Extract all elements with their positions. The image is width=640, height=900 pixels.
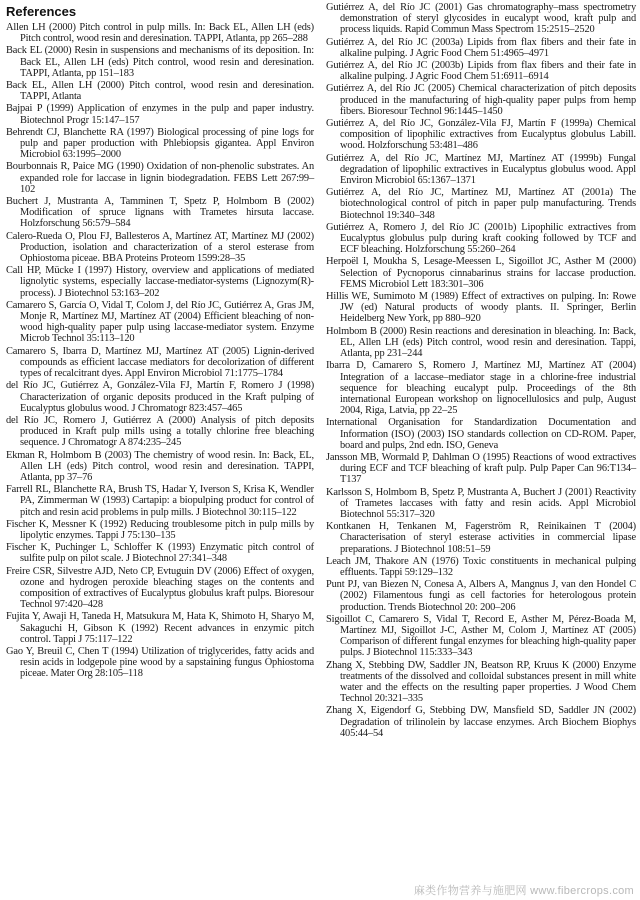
reference-entry: Sigoillot C, Camarero S, Vidal T, Record E, Asther M, Pérez-Boada M, Martínez MJ, Sigoillot J-C, Asther M, Colom J, Martínez AT (2005) Comparison of different fungal enzymes for bleaching high-quality paper pulps. J Biotechnol 115:333–343 xyxy=(326,613,636,659)
reference-entry: Buchert J, Mustranta A, Tamminen T, Spetz P, Holmbom B (2002) Modification of spruce lignans with Trametes hirsuta laccase. Holzforschung 56:579–584 xyxy=(6,196,314,230)
site-watermark: 麻类作物营养与施肥网 www.fibercrops.com xyxy=(413,885,634,897)
reference-entry: Ibarra D, Camarero S, Romero J, Martínez MJ, Martínez AT (2004) Integration of a laccase–mediator stage in a chlorine-free industrial sequence for bleaching eucalypt pulp. Proceedings of the 8th international European workshop on lignocellulosics and pulp, August 2004, Riga, Latvia, pp 22–25 xyxy=(326,360,636,417)
reference-entry: Hillis WE, Sumimoto M (1989) Effect of extractives on pulping. In: Rowe JW (ed) Natural products of woody plants. II. Springer, Berlin Heidelberg New York, pp 880–920 xyxy=(326,291,636,325)
reference-entry: Karlsson S, Holmbom B, Spetz P, Mustranta A, Buchert J (2001) Reactivity of Trametes laccases with fatty and resin acids. Appl Microbiol Biotechnol 55:317–320 xyxy=(326,486,636,520)
reference-entry: International Organisation for Standardization Documentation and Information (ISO) (2003) ISO standards collection on CD-ROM. Paper, board and pulps, 2nd edn. ISO, Geneva xyxy=(326,417,636,451)
reference-entry: Gutiérrez A, del Río JC (2003a) Lipids from flax fibers and their fate in alkaline pulping. J Agric Food Chem 51:4965–4971 xyxy=(326,36,636,59)
reference-entry: Gutiérrez A, del Río JC (2005) Chemical characterization of pitch deposits produced in the manufacturing of high-quality paper pulps from hemp fibers. Bioresour Technol 96:1445–1450 xyxy=(326,83,636,117)
reference-entry: Holmbom B (2000) Resin reactions and deresination in bleaching. In: Back, EL, Allen LH (eds) Pitch control, wood resin and deresination. Tappi, Atlanta, pp 231–244 xyxy=(326,325,636,360)
reference-entry: Gutiérrez A, Romero J, del Río JC (2001b) Lipophilic extractives from Eucalyptus globulus pulp during kraft cooking followed by TCF and ECF bleaching. Holzforschung 55:260–264 xyxy=(326,221,636,256)
references-column-right xyxy=(326,2,636,740)
reference-entry: Farrell RL, Blanchette RA, Brush TS, Hadar Y, Iverson S, Krisa K, Wendler PA, Zimmerman W (1993) Cartapip: a biopulping product for control of pitch and resin acid problems in pulp mills. J Biotechnol 30:115–122 xyxy=(6,484,314,518)
reference-entry: Gutiérrez A, del Río JC, Martínez MJ, Martínez AT (1999b) Fungal degradation of lipophilic extractives in Eucalyptus globulus wood. Appl Environ Microbiol 65:1367–1371 xyxy=(326,152,636,187)
reference-entry: Allen LH (2000) Pitch control in pulp mills. In: Back EL, Allen LH (eds) Pitch control, wood resin and deresination. TAPPI, Atlanta, pp 265–288 xyxy=(6,22,314,45)
reference-entry: Gutiérrez A, del Río JC (2001) Gas chromatography–mass spectrometry demonstration of steryl glycosides in eucalypt wood, kraft pulp and process liquids. Rapid Commun Mass Spectrom 15:2515–2520 xyxy=(326,2,636,36)
reference-entry: Camarero S, García O, Vidal T, Colom J, del Río JC, Gutiérrez A, Gras JM, Monje R, Martínez MJ, Martínez AT (2004) Efficient bleaching of non-wood high-quality paper pulp using laccase-mediator system. Enzyme Microb Technol 35:113–120 xyxy=(6,299,314,345)
reference-entry: Bajpai P (1999) Application of enzymes in the pulp and paper industry. Biotechnol Progr 15:147–157 xyxy=(6,103,314,126)
reference-entry: Leach JM, Thakore AN (1976) Toxic constituents in mechanical pulping effluents. Tappi 59:129–132 xyxy=(326,555,636,578)
reference-entry: Zhang X, Eigendorf G, Stebbing DW, Mansfield SD, Saddler JN (2002) Degradation of trilinolein by laccase enzymes. Arch Biochem Biophys 405:44–54 xyxy=(326,705,636,739)
reference-entry: Gutiérrez A, del Río JC (2003b) Lipids from flax fibers and their fate in alkaline pulping. J Agric Food Chem 51:6911–6914 xyxy=(326,60,636,83)
reference-entry: Gao Y, Breuil C, Chen T (1994) Utilization of triglycerides, fatty acids and resin acids in lodgepole pine wood by a sapstaining fungus Ophiostoma piceae. Mater Org 28:105–118 xyxy=(6,645,314,680)
reference-entry: Back EL, Allen LH (2000) Pitch control, wood resin and deresination. TAPPI, Atlanta xyxy=(6,80,314,103)
reference-entry: Punt PJ, van Biezen N, Conesa A, Albers A, Mangnus J, van den Hondel C (2002) Filamentous fungi as cell factories for heterologous protein production. Trends Biotechnol 20: 200–206 xyxy=(326,579,636,613)
reference-entry: Call HP, Mücke I (1997) History, overview and applications of mediated lignolytic systems, especially laccase-mediator-systems (Lignozym(R)-process). J Biotechnol 53:163–202 xyxy=(6,265,314,299)
reference-entry: Kontkanen H, Tenkanen M, Fagerström R, Reinikainen T (2004) Characterisation of steryl esterase activities in commercial lipase preparations. J Biotechnol 108:51–59 xyxy=(326,521,636,555)
references-heading: References xyxy=(6,4,77,19)
reference-entry: Calero-Rueda O, Plou FJ, Ballesteros A, Martínez AT, Martínez MJ (2002) Production, isolation and characterization of a sterol esterase from Ophiostoma piceae. BBA Proteins Proteom 1599:28–35 xyxy=(6,230,314,265)
reference-entry: Bourbonnais R, Paice MG (1990) Oxidation of non-phenolic substrates. An expanded role for laccase in lignin biodegradation. FEBS Lett 267:99–102 xyxy=(6,161,314,195)
reference-entry: Herpoël I, Moukha S, Lesage-Meessen L, Sigoillot JC, Asther M (2000) Selection of Pycnoporus cinnabarinus strains for laccase production. FEMS Microbiol Lett 183:301–306 xyxy=(326,256,636,290)
reference-entry: Behrendt CJ, Blanchette RA (1997) Biological processing of pine logs for pulp and paper production with Phlebiopsis gigantea. Appl Environ Microbiol 63:1995–2000 xyxy=(6,126,314,161)
reference-entry: Camarero S, Ibarra D, Martínez MJ, Martínez AT (2005) Lignin-derived compounds as efficient laccase mediators for decolorization of different types of recalcitrant dyes. Appl Environ Microbiol 71:1775–1784 xyxy=(6,345,314,380)
reference-entry: Back EL (2000) Resin in suspensions and mechanisms of its deposition. In: Back EL, Allen LH (eds) Pitch control, wood resin and deresination. TAPPI, Atlanta, pp 151–183 xyxy=(6,45,314,79)
reference-entry: Fischer K, Messner K (1992) Reducing troublesome pitch in pulp mills by lipolytic enzymes. Tappi J 75:130–135 xyxy=(6,518,314,541)
reference-entry: Fujita Y, Awaji H, Taneda H, Matsukura M, Hata K, Shimoto H, Sharyo M, Sakaguchi H, Gibson K (1992) Recent advances in enzymic pitch control. Tappi J 75:117–122 xyxy=(6,611,314,645)
references-column-left xyxy=(6,22,314,681)
reference-entry: Gutiérrez A, del Río JC, Martínez MJ, Martínez AT (2001a) The biotechnological control of pitch in paper pulp manufacturing. Trends Biotechnol 19:340–348 xyxy=(326,187,636,221)
reference-entry: del Río JC, Gutiérrez A, González-Vila FJ, Martín F, Romero J (1998) Characterization of organic deposits produced in the Kraft pulping of Eucalyptus globulus wood. J Chromatogr 823:457–465 xyxy=(6,380,314,414)
reference-entry: Freire CSR, Silvestre AJD, Neto CP, Evtuguin DV (2006) Effect of oxygen, ozone and hydrogen peroxide bleaching stages on the contents and composition of extractives of Eucalyptus globulus kraft pulps. Bioresour Technol 97:420–428 xyxy=(6,565,314,611)
reference-entry: Gutiérrez A, del Río JC, González-Vila FJ, Martín F (1999a) Chemical composition of lipophilic extractives from Eucalyptus globulus Labill. wood. Holzforschung 53:481–486 xyxy=(326,118,636,152)
reference-entry: Zhang X, Stebbing DW, Saddler JN, Beatson RP, Kruus K (2000) Enzyme treatments of the dissolved and colloidal substances present in mill white water and the effects on the resulting paper properties. J Wood Chem Technol 20:321–335 xyxy=(326,659,636,705)
reference-entry: del Río JC, Romero J, Gutiérrez A (2000) Analysis of pitch deposits produced in Kraft pulp mills using a totally chlorine free bleaching sequence. J Chromatogr A 874:235–245 xyxy=(6,414,314,449)
reference-entry: Jansson MB, Wormald P, Dahlman O (1995) Reactions of wood extractives during ECF and TCF bleaching of kraft pulp. Pulp Paper Can 96:T134–T137 xyxy=(326,451,636,486)
reference-entry: Ekman R, Holmbom B (2003) The chemistry of wood resin. In: Back, EL, Allen LH (eds) Pitch control, wood resin and deresination. TAPPI, Atlanta, pp 37–76 xyxy=(6,449,314,483)
reference-entry: Fischer K, Puchinger L, Schloffer K (1993) Enzymatic pitch control of sulfite pulp on pilot scale. J Biotechnol 27:341–348 xyxy=(6,542,314,565)
